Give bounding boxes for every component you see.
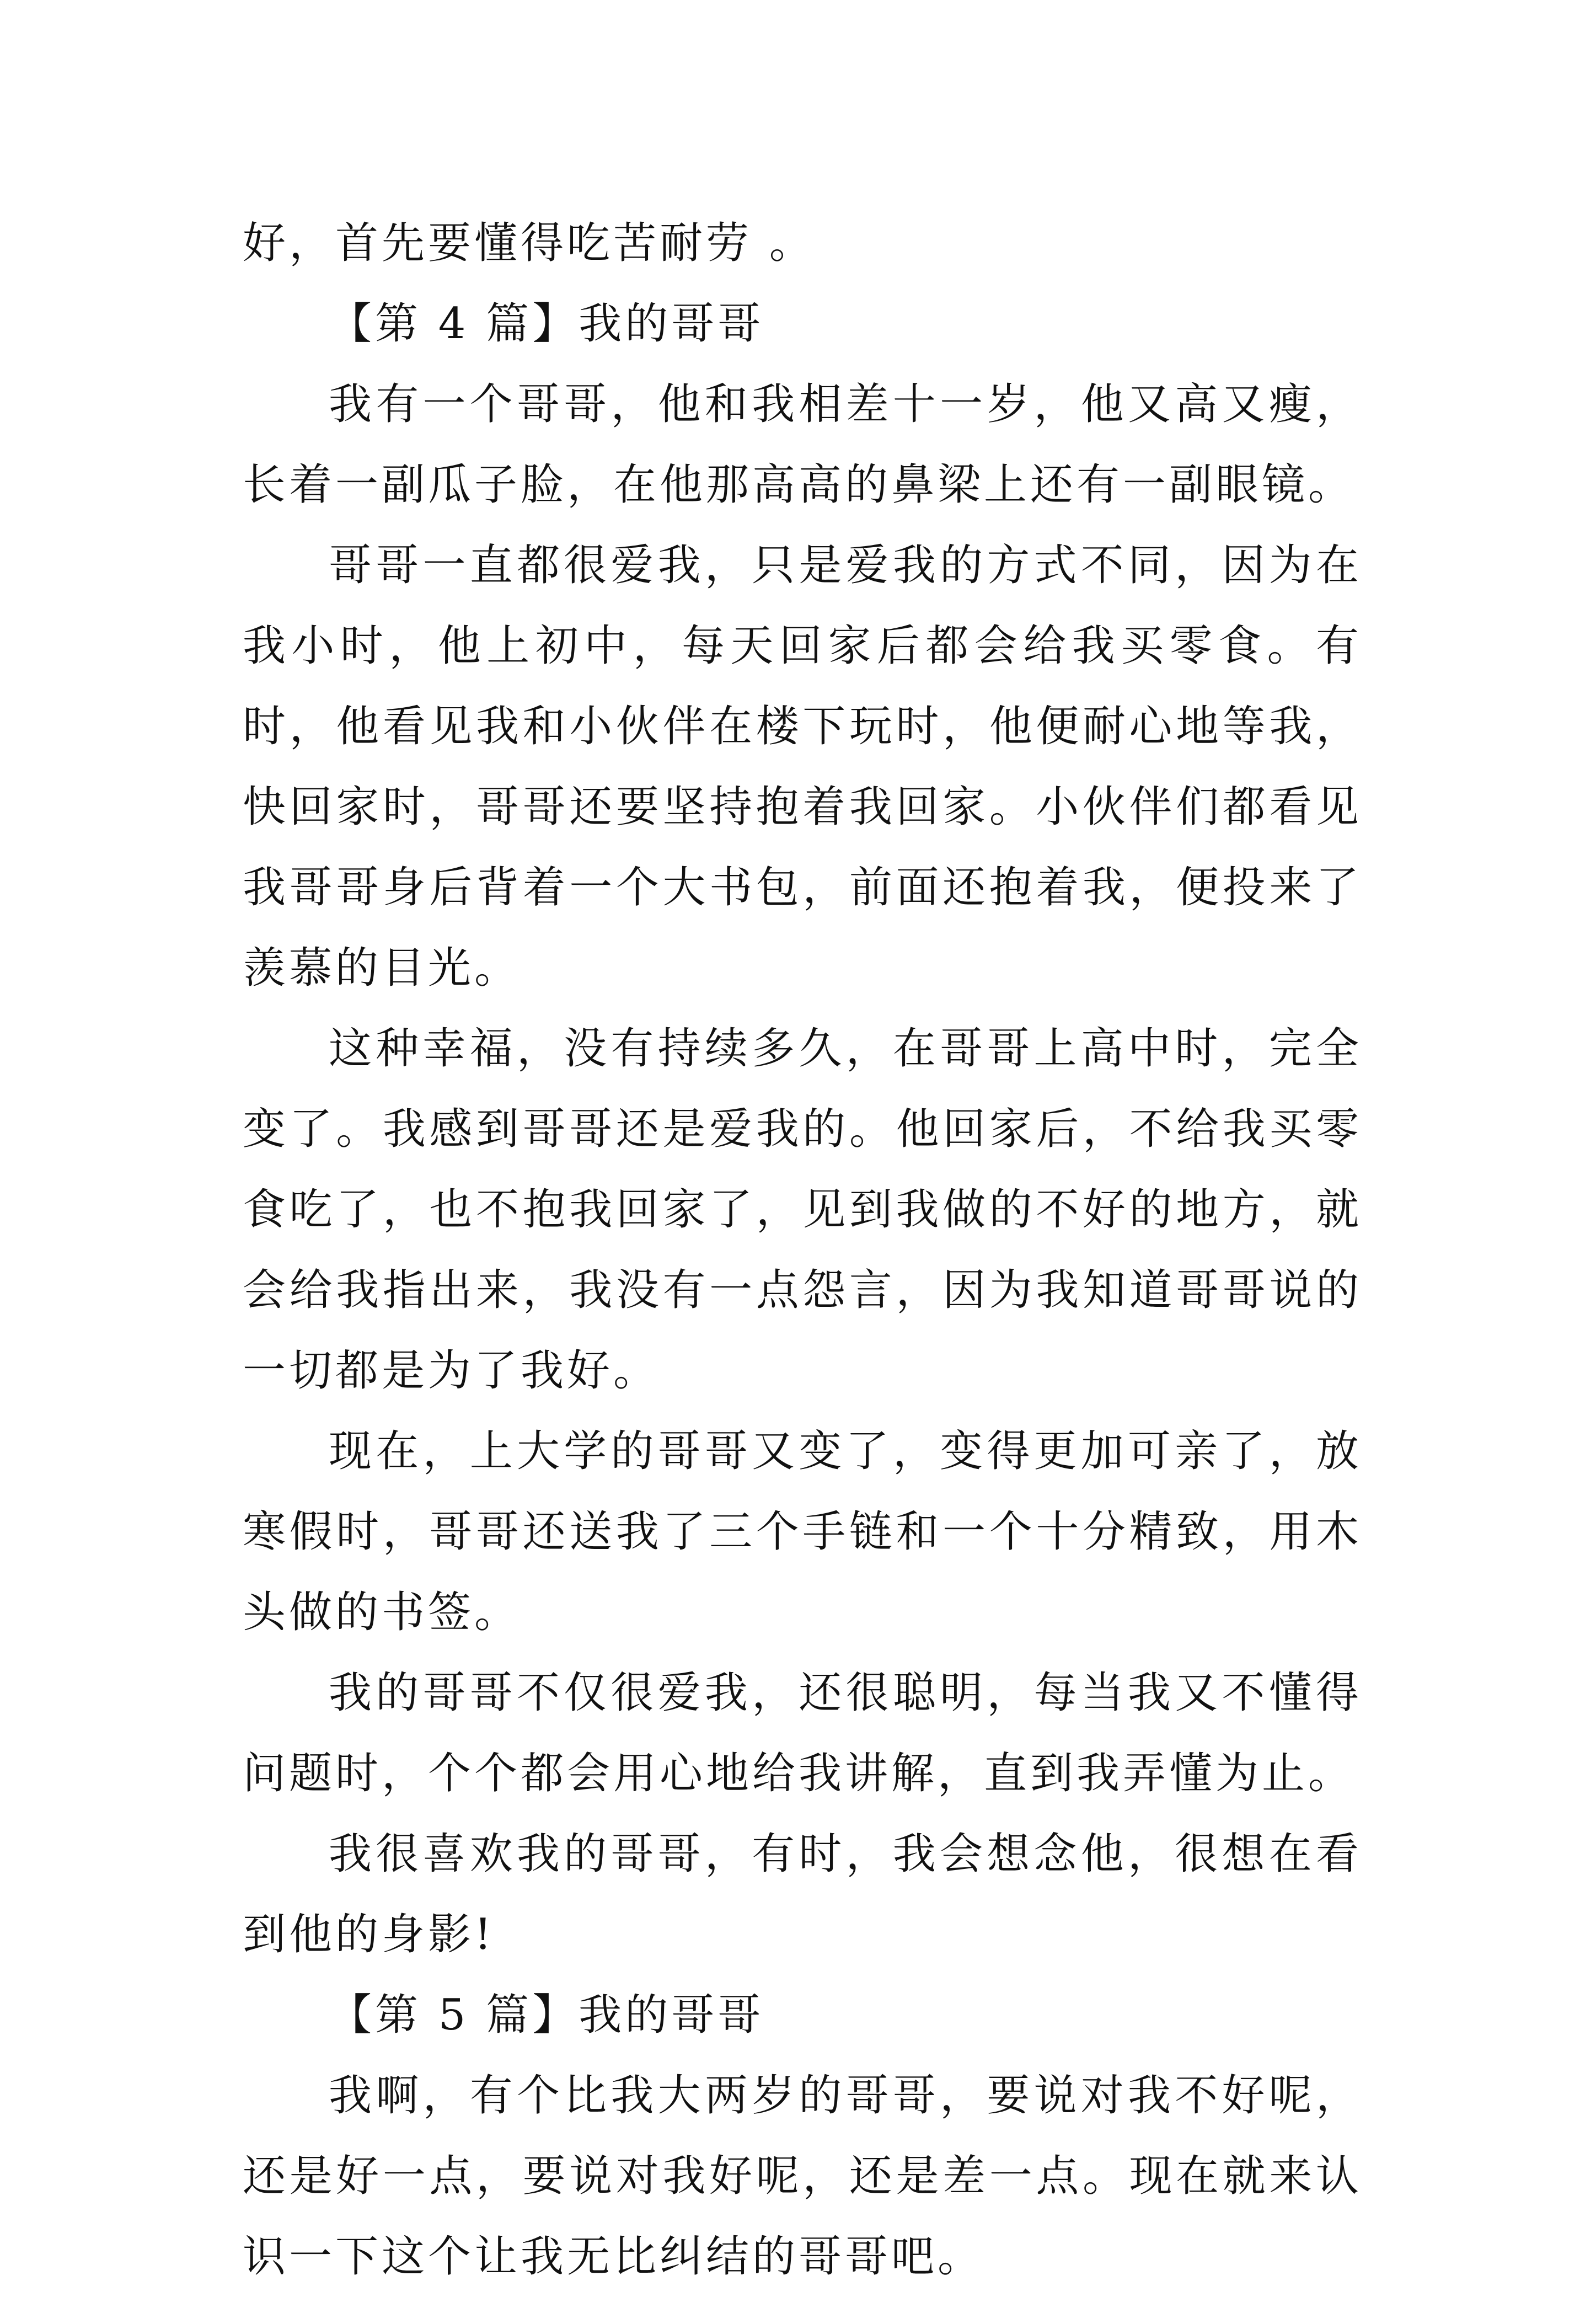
paragraph: 这种幸福，没有持续多久，在哥哥上高中时，完全变了。我感到哥哥还是爱我的。他回家后，不给我买零食吃了，也不抱我回家了，见到我做的不好的地方，就会给我指出来，我没有一点怨言，因为我知道哥哥说的一切都是为了我好。: [243, 1024, 1362, 1396]
section-heading-4: 【第 4 篇】我的哥哥: [329, 299, 764, 349]
paragraph: 我啊，有个比我大两岁的哥哥，要说对我不好呢，还是好一点，要说对我好呢，还是差一点。现在就来认识一下这个让我无比纠结的哥哥吧。: [243, 2071, 1362, 2282]
paragraph: 我有一个哥哥，他和我相差十一岁，他又高又瘦，长着一副瓜子脸，在他那高高的鼻梁上还有一副眼镜。: [243, 380, 1362, 510]
section-heading-5: 【第 5 篇】我的哥哥: [329, 1990, 764, 2040]
paragraph: 现在，上大学的哥哥又变了，变得更加可亲了，放寒假时，哥哥还送我了三个手链和一个十分精致，用木头做的书签。: [243, 1427, 1362, 1637]
paragraph: 我的哥哥不仅很爱我，还很聪明，每当我又不懂得问题时，个个都会用心地给我讲解，直到我弄懂为止。: [243, 1668, 1362, 1798]
paragraph-continuation: 好，首先要懂得吃苦耐劳 。: [243, 218, 816, 268]
paragraph: 我很喜欢我的哥哥，有时，我会想念他，很想在看到他的身影!: [243, 1829, 1362, 1959]
paragraph: 哥哥一直都很爱我，只是爱我的方式不同，因为在我小时，他上初中，每天回家后都会给我买零食。有时，他看见我和小伙伴在楼下玩时，他便耐心地等我，快回家时，哥哥还要坚持抱着我回家。小伙伴们都看见我哥哥身后背着一个大书包，前面还抱着我，便投来了羡慕的目光。: [243, 541, 1362, 993]
document-body: [243, 203, 1362, 2297]
